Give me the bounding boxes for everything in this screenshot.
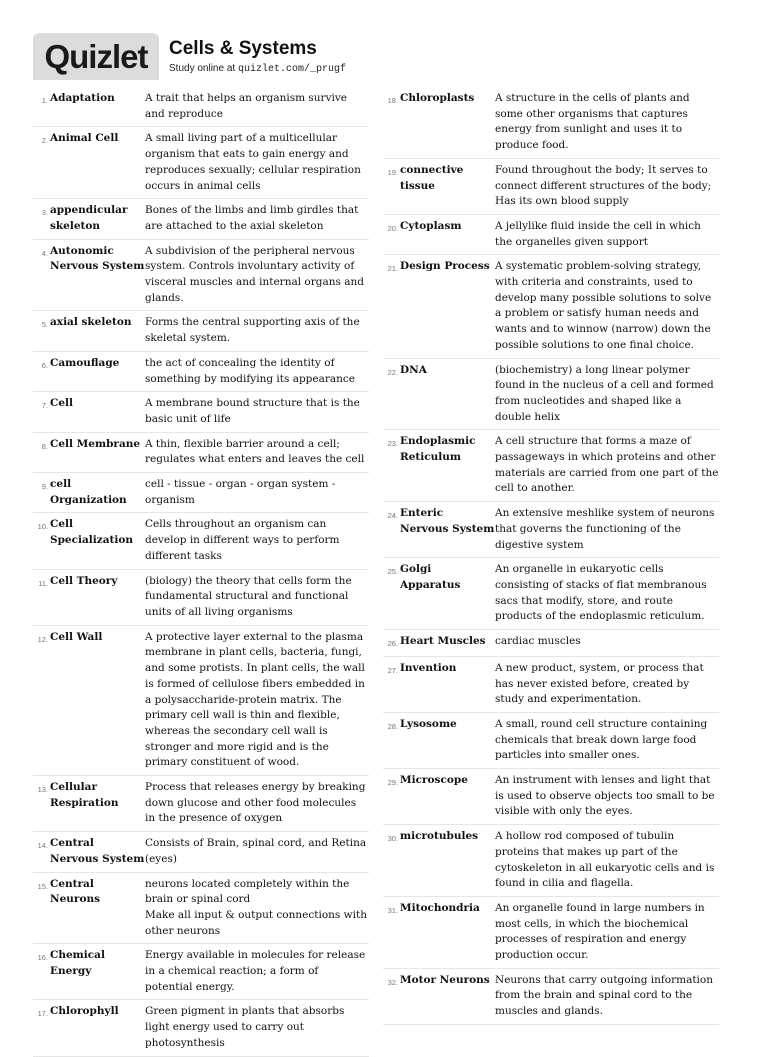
card-number: 9. [41,482,48,492]
card-row [383,897,719,969]
card-row [383,255,719,358]
card-term: connective tissue [400,163,464,192]
quizlet-logo [33,33,159,80]
card-definition: cell - tissue - organ - organ system - organism [145,478,336,506]
card-number: 19. [387,167,398,177]
card-term: microtubules [400,830,479,843]
card-definition: Bones of the limbs and limb girdles that are attached to the axial skeleton [145,204,359,232]
card-row [383,502,719,558]
card-row [33,199,369,239]
card-row [33,311,369,351]
card-definition: An organelle in eukaryotic cells consisting of stacks of flat membranous sacs that modify, store, and route products of the endoplasmic reticulum. [495,563,707,623]
card-definition: A subdivision of the peripheral nervous system. Controls involuntary activity of visceral muscles and internal organs and glands. [145,244,364,304]
card-number: 23. [387,439,398,449]
card-number: 18. [387,96,398,105]
card-definition: cardiac muscles [495,635,581,648]
card-definition: Cells throughout an organism can develop in different ways to perform different tasks [145,518,340,562]
card-definition: A hollow rod composed of tubulin proteins that makes up part of the cytoskeleton in all eukaryotic cells and is found in cilia and flagella. [495,830,715,890]
card-number: 1. [41,96,48,105]
card-row [383,713,719,769]
card-row [383,558,719,630]
card-row [33,944,369,1000]
card-row [383,87,719,159]
card-number: 30. [387,834,398,844]
card-definition: (biochemistry) a long linear polymer found in the nucleus of a cell and formed from nucleotides and shaped like a double helix [495,363,714,423]
card-term: Cell Wall [50,630,103,643]
card-definition: A thin, flexible barrier around a cell; regulates what enters and leaves the cell [145,437,365,466]
subtitle-prefix: Study online at [169,63,238,74]
card-row [33,127,369,199]
card-definition: (biology) the theory that cells form the fundamental structural and functional units of all living organisms [145,574,352,618]
card-term: Cell [50,397,74,410]
card-term: Adaptation [50,92,115,104]
card-term: Microscope [400,774,468,787]
card-definition: the act of concealing the identity of something by modifying its appearance [145,356,356,385]
card-row [383,430,719,502]
left-card-column [33,87,369,1057]
subtitle-url: quizlet.com/_prugf [237,64,346,75]
card-term: Animal Cell [50,132,119,145]
card-definition: A protective layer external to the plasma membrane in plant cells, bacteria, fungi, and some protists. In plant cells, the wall is formed of cellulose fibers embedded in a polysaccharide-protein matrix. The primary cell wall is thin and flexible, whereas the secondary cell wall is stronger and more rigid and is the primary constituent of wood. [145,630,365,769]
card-term: Golgi Apparatus [400,563,461,591]
card-definition: A membrane bound structure that is the basic unit of life [145,397,360,425]
card-term: Autonomic Nervous System [50,244,145,273]
card-term: Enteric Nervous System [400,507,495,535]
card-definition: A jellylike fluid inside the cell in which the organelles given support [495,219,701,248]
card-number: 25. [387,567,398,577]
card-row [33,87,369,127]
card-row [33,570,369,626]
card-row [33,352,369,392]
card-row [33,626,369,776]
card-number: 5. [41,320,48,330]
card-number: 31. [387,905,398,915]
card-term: Cellular Respiration [50,781,119,809]
card-definition: An organelle found in large numbers in most cells, in which the biochemical processes of respiration and energy production occur. [495,901,705,962]
card-definition: Consists of Brain, spinal cord, and Retina (eyes) [145,837,367,865]
card-term: Camouflage [50,356,120,369]
card-number: 15. [37,881,48,891]
card-definition: Forms the central supporting axis of the skeletal system. [145,316,360,345]
card-definition: A small living part of a multicellular organism that eats to gain energy and reproduces sexually; cellular respiration occurs in animal cells [145,132,361,192]
card-definition: Green pigment in plants that absorbs light energy used to carry out photosynthesis [145,1005,345,1049]
card-term: Cytoplasm [400,219,462,232]
card-number: 12. [37,634,48,644]
card-number: 2. [41,136,48,146]
card-term: Central Neurons [50,877,100,906]
card-number: 7. [41,401,48,411]
card-term: DNA [400,363,427,376]
card-term: Mitochondria [400,901,480,914]
card-term: appendicular skeleton [50,204,128,232]
card-term: axial skeleton [50,316,132,329]
card-row [383,359,719,431]
card-row [33,392,369,432]
card-row [33,776,369,832]
card-definition: A trait that helps an organism survive and reproduce [145,92,348,120]
card-number: 32. [387,977,398,987]
card-row [383,657,719,713]
card-number: 22. [387,367,398,377]
card-number: 17. [37,1009,48,1019]
card-number: 26. [387,639,398,649]
card-number: 4. [41,248,48,258]
card-row [33,513,369,569]
card-term: Lysosome [400,717,457,730]
logo-text: Quizlet [44,37,148,75]
card-row [33,240,369,312]
card-term: Chlorophyll [50,1005,119,1018]
card-number: 14. [37,841,48,851]
card-definition: A structure in the cells of plants and some other organisms that captures energy from sunlight and uses it to produce food. [495,92,690,152]
page-subtitle [169,63,346,75]
card-definition: Found throughout the body; It serves to connect different structures of the body; Has its own blood supply [495,163,712,208]
card-term: Cell Membrane [50,437,141,450]
card-row [33,433,369,473]
card-number: 8. [41,441,48,451]
card-number: 24. [387,511,398,521]
card-definition: Process that releases energy by breaking down glucose and other food molecules in the presence of oxygen [145,781,366,825]
card-number: 6. [41,360,48,370]
card-row [33,473,369,513]
card-term: Motor Neurons [400,973,490,986]
card-number: 29. [387,778,398,788]
card-definition: An extensive meshlike system of neurons that governs the functioning of the digestive system [495,507,715,551]
card-term: cell Organization [50,478,127,506]
card-row [383,769,719,825]
card-definition: An instrument with lenses and light that is used to observe objects too small to be visible with only the eyes. [495,774,715,818]
card-definition: Neurons that carry outgoing information from the brain and spinal cord to the muscles and glands. [495,973,713,1018]
card-definition: neurons located completely within the brain or spinal cord Make all input & output connections with other neurons [145,877,367,937]
card-number: 28. [387,721,398,731]
card-term: Chloroplasts [400,92,475,104]
card-term: Chemical Energy [50,949,105,978]
card-row [33,1000,369,1056]
card-row [33,873,369,945]
page-title: Cells & Systems [169,38,317,59]
card-number: 3. [41,208,48,218]
card-definition: A small, round cell structure containing chemicals that break down large food particles into smaller ones. [495,717,708,762]
card-term: Design Process [400,260,490,273]
card-number: 10. [37,522,48,532]
card-term: Heart Muscles [400,635,486,648]
card-number: 13. [37,785,48,795]
card-definition: A new product, system, or process that has never existed before, created by study and experimentation. [495,661,704,706]
card-row [383,159,719,215]
right-card-column [383,87,719,1025]
card-term: Cell Theory [50,574,118,587]
card-number: 21. [387,264,398,274]
page-header [33,33,735,81]
card-row [383,630,719,657]
card-definition: A systematic problem-solving strategy, with criteria and constraints, used to develop many possible solutions to solve a problem or satisfy human needs and wants and to winnow (narrow) down the possible solutions to one final choice. [495,260,712,351]
card-row [383,969,719,1025]
card-number: 27. [387,665,398,675]
card-definition: Energy available in molecules for release in a chemical reaction; a form of potential energy. [145,949,366,993]
card-row [383,825,719,897]
card-definition: A cell structure that forms a maze of passageways in which proteins and other materials are carried from one part of the cell to another. [495,435,719,495]
card-number: 11. [38,578,48,588]
card-term: Central Nervous System [50,837,145,865]
card-term: Cell Specialization [50,518,134,547]
card-row [383,215,719,255]
card-number: 20. [387,223,398,233]
card-term: Endoplasmic Reticulum [400,435,476,464]
card-number: 16. [37,953,48,963]
card-row [33,832,369,872]
card-term: Invention [400,661,457,674]
